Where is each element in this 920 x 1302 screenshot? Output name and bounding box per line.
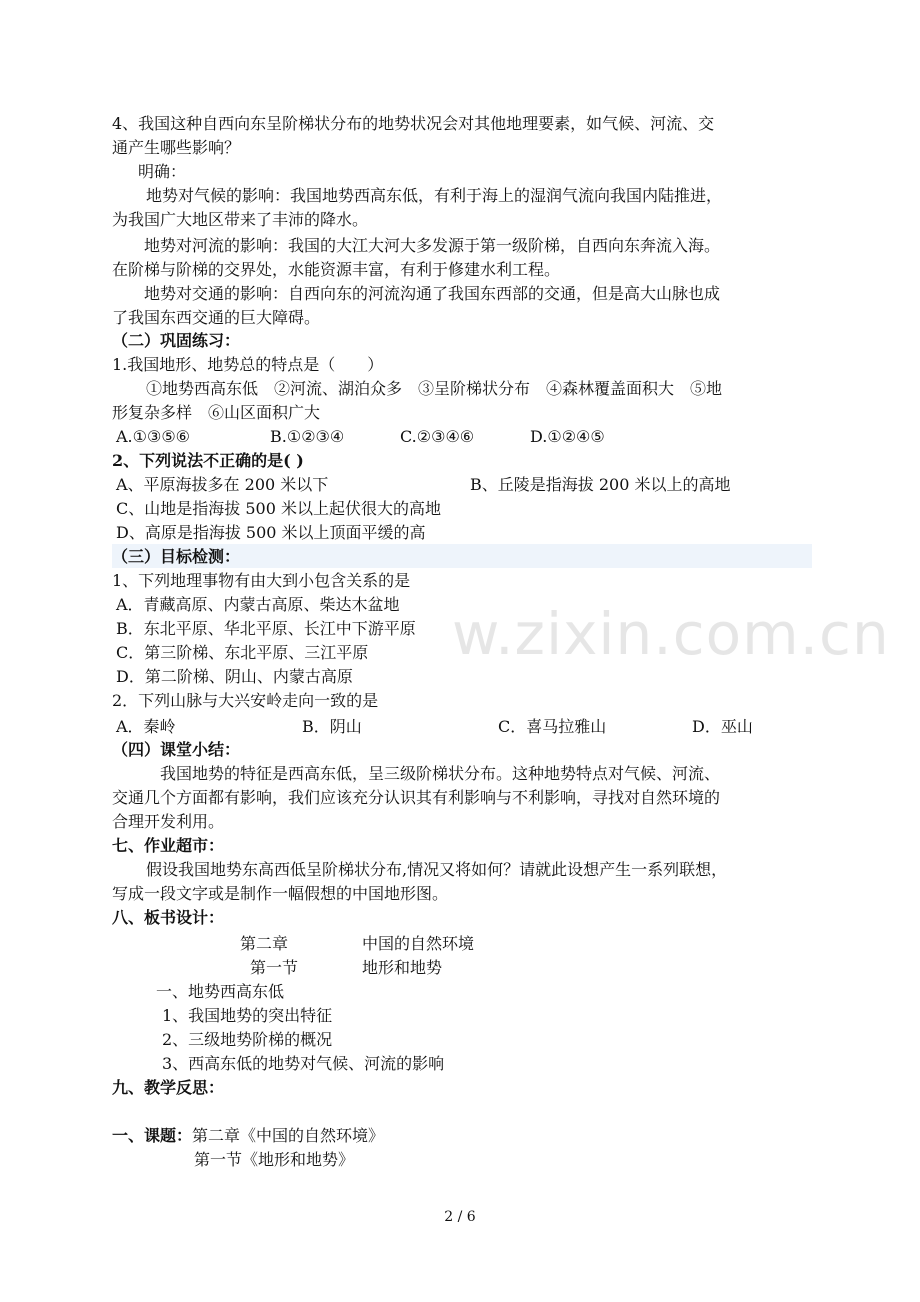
- board-section-title: 地形和地势: [362, 958, 443, 977]
- homework-line2: 写成一段文字或是制作一幅假想的中国地形图。: [112, 884, 449, 903]
- summary-line3: 合理开发利用。: [112, 812, 225, 831]
- test-q2-option-b: B．阴山: [302, 717, 362, 736]
- homework-line1: 假设我国地势东高西低呈阶梯状分布,情况又将如何？请就此设想产生一系列联想，: [146, 860, 728, 879]
- summary-line1: 我国地势的特征是西高东低，呈三级阶梯状分布。这种地势特点对气候、河流、: [160, 764, 721, 783]
- clarify-label: 明确：: [138, 162, 187, 181]
- board-chapter-title: 中国的自然环境: [362, 934, 475, 953]
- practice-q1: 1.我国地形、地势总的特点是（ ）: [112, 355, 384, 374]
- lesson-title-label: 一、课题：: [112, 1126, 193, 1145]
- test-q2-option-c: C．喜马拉雅山: [498, 717, 607, 736]
- practice-q1-option-b: B.①②③④: [270, 427, 345, 446]
- board-chapter-label: 第二章: [240, 934, 289, 953]
- practice-q1-option-d: D.①②④⑤: [530, 427, 605, 446]
- board-subpoint-2: 2、三级地势阶梯的概况: [162, 1030, 333, 1049]
- test-q1: 1、下列地理事物有由大到小包含关系的是: [112, 571, 411, 590]
- test-q1-option-c: C．第三阶梯、东北平原、三江平原: [116, 643, 369, 662]
- board-subpoint-1: 1、我国地势的突出特征: [162, 1006, 333, 1025]
- summary-line2: 交通几个方面都有影响，我们应该充分认识其有利影响与不利影响，寻找对自然环境的: [112, 788, 721, 807]
- test-q2-option-d: D．巫山: [692, 717, 753, 736]
- board-point-1: 一、地势西高东低: [156, 982, 285, 1001]
- watermark: w.zixin.com.cn: [452, 600, 890, 668]
- test-q1-option-b: B．东北平原、华北平原、长江中下游平原: [116, 619, 416, 638]
- section-test-heading: （三）目标检测：: [112, 547, 241, 566]
- traffic-effect-line1: 地势对交通的影响：自西向东的河流沟通了我国东西部的交通，但是高大山脉也成: [144, 284, 721, 303]
- practice-q1-items-line1: ①地势西高东低 ②河流、湖泊众多 ③呈阶梯状分布 ④森林覆盖面积大 ⑤地: [146, 379, 723, 398]
- practice-q1-option-a: A.①③⑤⑥: [116, 427, 191, 446]
- river-effect-line1: 地势对河流的影响：我国的大江大河大多发源于第一级阶梯，自西向东奔流入海。: [144, 236, 721, 255]
- climate-effect-line1: 地势对气候的影响：我国地势西高东低，有利于海上的湿润气流向我国内陆推进，: [146, 186, 723, 205]
- board-subpoint-3: 3、西高东低的地势对气候、河流的影响: [162, 1054, 445, 1073]
- question-4-line1: 4、我国这种自西向东呈阶梯状分布的地势状况会对其他地理要素，如气候、河流、交: [112, 114, 715, 133]
- test-q1-option-a: A．青藏高原、内蒙古高原、柴达木盆地: [116, 595, 400, 614]
- question-4-line2: 通产生哪些影响？: [112, 138, 241, 157]
- practice-q2-option-d: D、高原是指海拔 500 米以上顶面平缓的高: [116, 523, 426, 542]
- section-practice-heading: （二）巩固练习：: [112, 331, 241, 350]
- test-q2: 2．下列山脉与大兴安岭走向一致的是: [112, 691, 379, 710]
- test-q1-option-d: D．第二阶梯、阴山、内蒙古高原: [116, 667, 353, 686]
- practice-q1-items-line2: 形复杂多样 ⑥山区面积广大: [112, 403, 321, 422]
- test-q2-option-a: A．秦岭: [116, 717, 176, 736]
- lesson-section-line: 第一节《地形和地势》: [194, 1150, 355, 1169]
- page-number: 2 / 6: [444, 1209, 476, 1225]
- river-effect-line2: 在阶梯与阶梯的交界处，水能资源丰富，有利于修建水利工程。: [112, 260, 561, 279]
- practice-q2-option-c: C、山地是指海拔 500 米以上起伏很大的高地: [116, 499, 441, 518]
- section-board-heading: 八、板书设计：: [112, 908, 225, 927]
- lesson-title-text: 第二章《中国的自然环境》: [192, 1126, 385, 1145]
- lesson-title-line: [112, 1124, 384, 1148]
- practice-q2: 2、下列说法不正确的是( ): [112, 451, 304, 470]
- section-reflection-heading: 九、教学反思：: [112, 1078, 225, 1097]
- practice-q2-option-a: A、平原海拔多在 200 米以下: [116, 475, 329, 494]
- traffic-effect-line2: 了我国东西交通的巨大障碍。: [112, 308, 321, 327]
- practice-q1-option-c: C.②③④⑥: [400, 427, 475, 446]
- section-homework-heading: 七、作业超市：: [112, 836, 225, 855]
- section-summary-heading: （四）课堂小结：: [112, 740, 241, 759]
- practice-q2-option-b: B、丘陵是指海拔 200 米以上的高地: [470, 475, 731, 494]
- climate-effect-line2: 为我国广大地区带来了丰沛的降水。: [112, 210, 369, 229]
- board-section-label: 第一节: [250, 958, 299, 977]
